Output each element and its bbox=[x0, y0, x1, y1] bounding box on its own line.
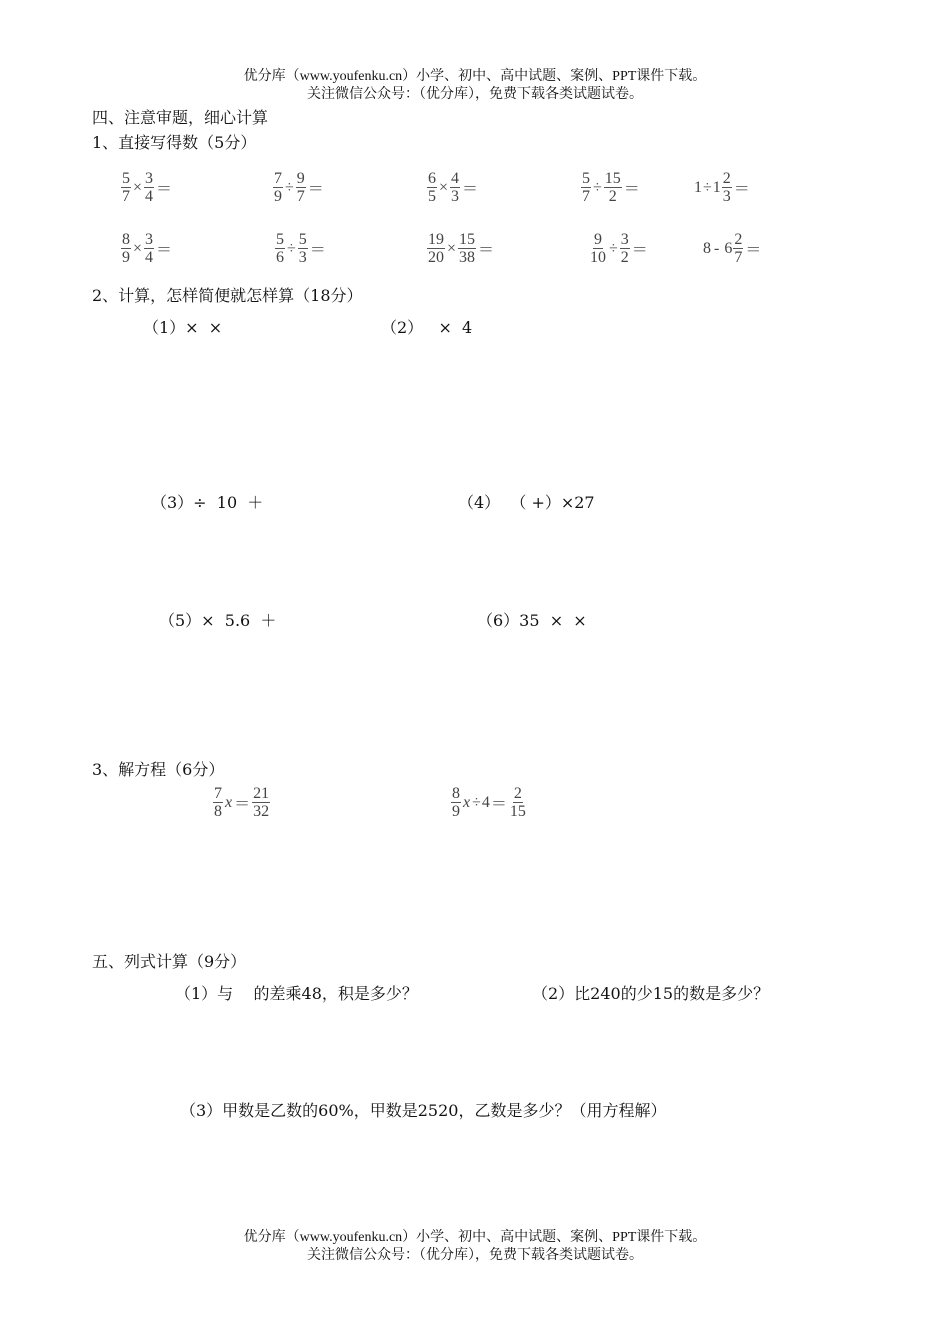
calc-expression: $\frac{6}{5}$ × $\frac{4}{3}$ ＝ bbox=[428, 170, 479, 205]
s5-item-1: （1）与 的差乘48，积是多少？ bbox=[175, 984, 418, 1003]
q2-item-3: （3）÷ 10 ＋ bbox=[151, 493, 264, 512]
footer-line-2: 关注微信公众号：（优分库），免费下载各类试题试卷。 bbox=[307, 1248, 643, 1263]
q2-item-4: （4） （ +）×27 bbox=[458, 493, 595, 512]
q1-title: 1、直接写得数（5分） bbox=[92, 133, 257, 152]
calc-expression: $\frac{5}{6}$ ÷ $\frac{5}{3}$ ＝ bbox=[276, 231, 326, 266]
section-4-title: 四、注意审题，细心计算 bbox=[92, 108, 269, 127]
calc-expression: 8 - 6 $\frac{2}{7}$ ＝ bbox=[703, 231, 762, 266]
equation-2: $\frac{8}{9}$ x ÷ 4 ＝ $\frac{2}{15}$ bbox=[452, 785, 526, 820]
calc-expression: $\frac{8}{9}$ × $\frac{3}{4}$ ＝ bbox=[122, 231, 173, 266]
q2-item-1: （1）× × bbox=[143, 318, 223, 337]
section-5-title: 五、列式计算（9分） bbox=[92, 952, 247, 971]
q2-item-6: （6）35 × × bbox=[477, 611, 587, 630]
equation-1: $\frac{7}{8}$ x ＝ $\frac{21}{32}$ bbox=[214, 785, 270, 820]
q2-title: 2、计算，怎样简便就怎样算（18分） bbox=[92, 286, 363, 305]
q2-item-5: （5）× 5.6 ＋ bbox=[159, 611, 277, 630]
s5-item-3: （3）甲数是乙数的60%，甲数是2520，乙数是多少？（用方程解） bbox=[180, 1101, 667, 1120]
calc-expression: $\frac{7}{9}$ ÷ $\frac{9}{7}$ ＝ bbox=[274, 170, 324, 205]
footer-line-1: 优分库（www.youfenku.cn）小学、初中、高中试题、案例、PPT课件下载。 bbox=[243, 1230, 707, 1245]
calc-expression: 1 ÷ 1 $\frac{2}{3}$ ＝ bbox=[694, 170, 750, 205]
calc-expression: $\frac{19}{20}$ × $\frac{15}{38}$ ＝ bbox=[428, 231, 495, 266]
header-line-1: 优分库（www.youfenku.cn）小学、初中、高中试题、案例、PPT课件下载。 bbox=[243, 69, 707, 84]
s5-item-2: （2）比240的少15的数是多少？ bbox=[532, 984, 770, 1003]
q2-item-2: （2） × 4 bbox=[381, 318, 473, 337]
header-line-2: 关注微信公众号：（优分库），免费下载各类试题试卷。 bbox=[307, 87, 643, 102]
calc-expression: $\frac{5}{7}$ × $\frac{3}{4}$ ＝ bbox=[122, 170, 173, 205]
calc-expression: $\frac{9}{10}$ ÷ $\frac{3}{2}$ ＝ bbox=[590, 231, 648, 266]
calc-expression: $\frac{5}{7}$ ÷ $\frac{15}{2}$ ＝ bbox=[582, 170, 640, 205]
q3-title: 3、解方程（6分） bbox=[92, 760, 225, 779]
